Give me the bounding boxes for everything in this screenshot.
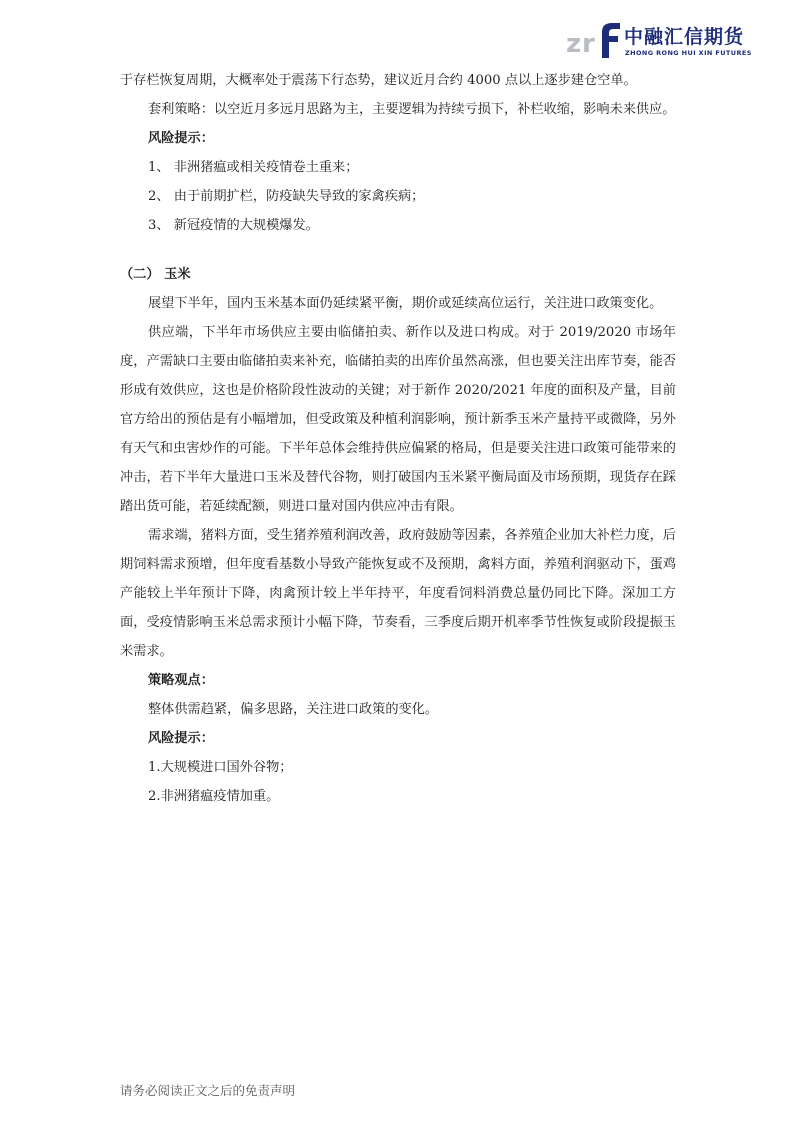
strategy-text: 整体供需趋紧，偏多思路，关注进口政策的变化。 (148, 702, 439, 717)
risk-heading: 风险提示： (148, 131, 214, 146)
risk-item: 1、 非洲猪瘟或相关疫情卷土重来； (148, 160, 359, 175)
svg-text:r: r (582, 29, 595, 59)
paragraph-continued: 于存栏恢复周期，大概率处于震荡下行态势，建议近月合约 4000 点以上逐步建仓空单。 (120, 73, 637, 88)
paragraph-outlook: 展望下半年，国内玉米基本面仍延续紧平衡，期价或延续高位运行，关注进口政策变化。 (148, 296, 663, 311)
risk-item: 2.非洲猪瘟疫情加重。 (148, 789, 280, 804)
section-heading-corn: （二） 玉米 (120, 267, 191, 282)
strategy-heading: 策略观点： (148, 673, 214, 688)
document-body (120, 66, 676, 811)
zrf-logo-icon (566, 20, 622, 60)
logo-english-name: ZHONG RONG HUI XIN FUTURES (625, 49, 752, 57)
risk-heading: 风险提示： (148, 731, 214, 746)
risk-item: 2、 由于前期扩栏，防疫缺失导致的家禽疾病； (148, 189, 425, 204)
risk-item: 3、 新冠疫情的大规模爆发。 (148, 218, 319, 233)
paragraph-supply: 供应端，下半年市场供应主要由临储拍卖、新作以及进口构成。对于 2019/2020 市场年度，产需缺口主要由临储拍卖来补充，临储拍卖的出库价虽然高涨，但也要关注出库节奏，能否形成有效供应，这也是价格阶段性波动的关键；对于新作 2020/2021 年度的面积及产量，目前官方给出的预估是有小幅增加，但受政策及种植利润影响，预计新季玉米产量持平或微降，另外有天气和虫害炒作的可能。下半年总体会维持供应偏紧的格局，但是要关注进口政策可能带来的冲击，若下半年大量进口玉米及替代谷物，则打破国内玉米紧平衡局面及市场预期，现货存在踩踏出货可能，若延续配额，则进口量对国内供应冲击有限。 (120, 325, 676, 514)
svg-text:z: z (566, 29, 582, 59)
logo-chinese-name: 中融汇信期货 (624, 26, 745, 48)
disclaimer-footer: 请务必阅读正文之后的免责声明 (120, 1083, 296, 1098)
paragraph-demand: 需求端，猪料方面，受生猪养殖利润改善，政府鼓励等因素，各养殖企业加大补栏力度，后期饲料需求预增，但年度看基数小导致产能恢复或不及预期，禽料方面，养殖利润驱动下，蛋鸡产能较上半年预计下降，肉禽预计较上半年持平，年度看饲料消费总量仍同比下降。深加工方面，受疫情影响玉米总需求预计小幅下降，节奏看，三季度后期开机率季节性恢复或阶段提振玉米需求。 (120, 528, 676, 659)
risk-item: 1.大规模进口国外谷物； (148, 760, 293, 775)
paragraph-arbitrage-strategy: 套利策略：以空近月多远月思路为主，主要逻辑为持续亏损下，补栏收缩，影响未来供应。 (148, 102, 676, 117)
company-logo (566, 20, 752, 60)
